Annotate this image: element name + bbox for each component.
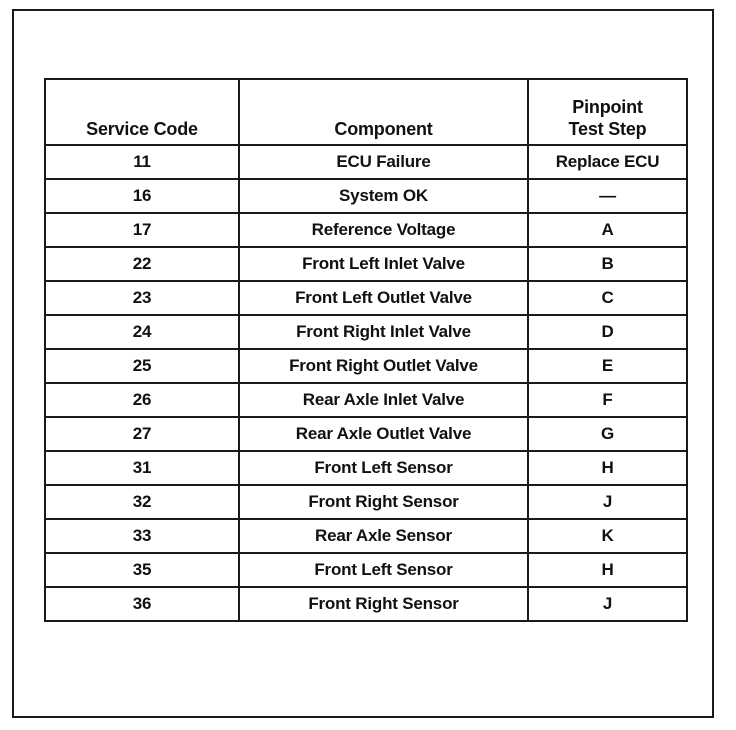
header-step-line2: Test Step — [568, 119, 647, 139]
header-component: Component — [239, 79, 528, 145]
service-code-cell: 36 — [45, 587, 239, 621]
component-cell: Front Right Sensor — [239, 587, 528, 621]
service-code-cell: 23 — [45, 281, 239, 315]
service-code-cell: 16 — [45, 179, 239, 213]
component-cell: Rear Axle Sensor — [239, 519, 528, 553]
table-row — [45, 485, 687, 519]
table-row — [45, 281, 687, 315]
service-code-cell: 33 — [45, 519, 239, 553]
component-cell: Front Left Sensor — [239, 553, 528, 587]
component-cell: Front Right Sensor — [239, 485, 528, 519]
component-cell: Rear Axle Inlet Valve — [239, 383, 528, 417]
table-row — [45, 213, 687, 247]
service-code-cell: 25 — [45, 349, 239, 383]
table-row — [45, 519, 687, 553]
test-step-cell: H — [528, 553, 687, 587]
header-step-line1: Pinpoint — [572, 97, 643, 117]
service-code-cell: 27 — [45, 417, 239, 451]
table-row — [45, 553, 687, 587]
table-header-row — [45, 79, 687, 145]
component-cell: Front Right Inlet Valve — [239, 315, 528, 349]
service-code-cell: 24 — [45, 315, 239, 349]
component-cell: Front Right Outlet Valve — [239, 349, 528, 383]
test-step-cell: — — [528, 179, 687, 213]
component-cell: Front Left Sensor — [239, 451, 528, 485]
test-step-cell: A — [528, 213, 687, 247]
test-step-cell: F — [528, 383, 687, 417]
table-row — [45, 247, 687, 281]
service-code-cell: 35 — [45, 553, 239, 587]
table-row — [45, 451, 687, 485]
table-row — [45, 179, 687, 213]
test-step-cell: K — [528, 519, 687, 553]
test-step-cell: Replace ECU — [528, 145, 687, 179]
service-code-table — [44, 78, 688, 622]
table-row — [45, 417, 687, 451]
table-row — [45, 587, 687, 621]
service-code-cell: 17 — [45, 213, 239, 247]
test-step-cell: J — [528, 587, 687, 621]
component-cell: Rear Axle Outlet Valve — [239, 417, 528, 451]
component-cell: ECU Failure — [239, 145, 528, 179]
table-row — [45, 349, 687, 383]
component-cell: System OK — [239, 179, 528, 213]
component-cell: Front Left Inlet Valve — [239, 247, 528, 281]
component-cell: Reference Voltage — [239, 213, 528, 247]
service-code-cell: 31 — [45, 451, 239, 485]
table-row — [45, 383, 687, 417]
test-step-cell: D — [528, 315, 687, 349]
test-step-cell: J — [528, 485, 687, 519]
test-step-cell: E — [528, 349, 687, 383]
table-row — [45, 315, 687, 349]
header-pinpoint-test-step — [528, 79, 687, 145]
table-row — [45, 145, 687, 179]
test-step-cell: B — [528, 247, 687, 281]
test-step-cell: G — [528, 417, 687, 451]
test-step-cell: C — [528, 281, 687, 315]
service-code-cell: 11 — [45, 145, 239, 179]
component-cell: Front Left Outlet Valve — [239, 281, 528, 315]
service-code-cell: 22 — [45, 247, 239, 281]
header-service-code: Service Code — [45, 79, 239, 145]
service-code-cell: 32 — [45, 485, 239, 519]
test-step-cell: H — [528, 451, 687, 485]
service-code-cell: 26 — [45, 383, 239, 417]
